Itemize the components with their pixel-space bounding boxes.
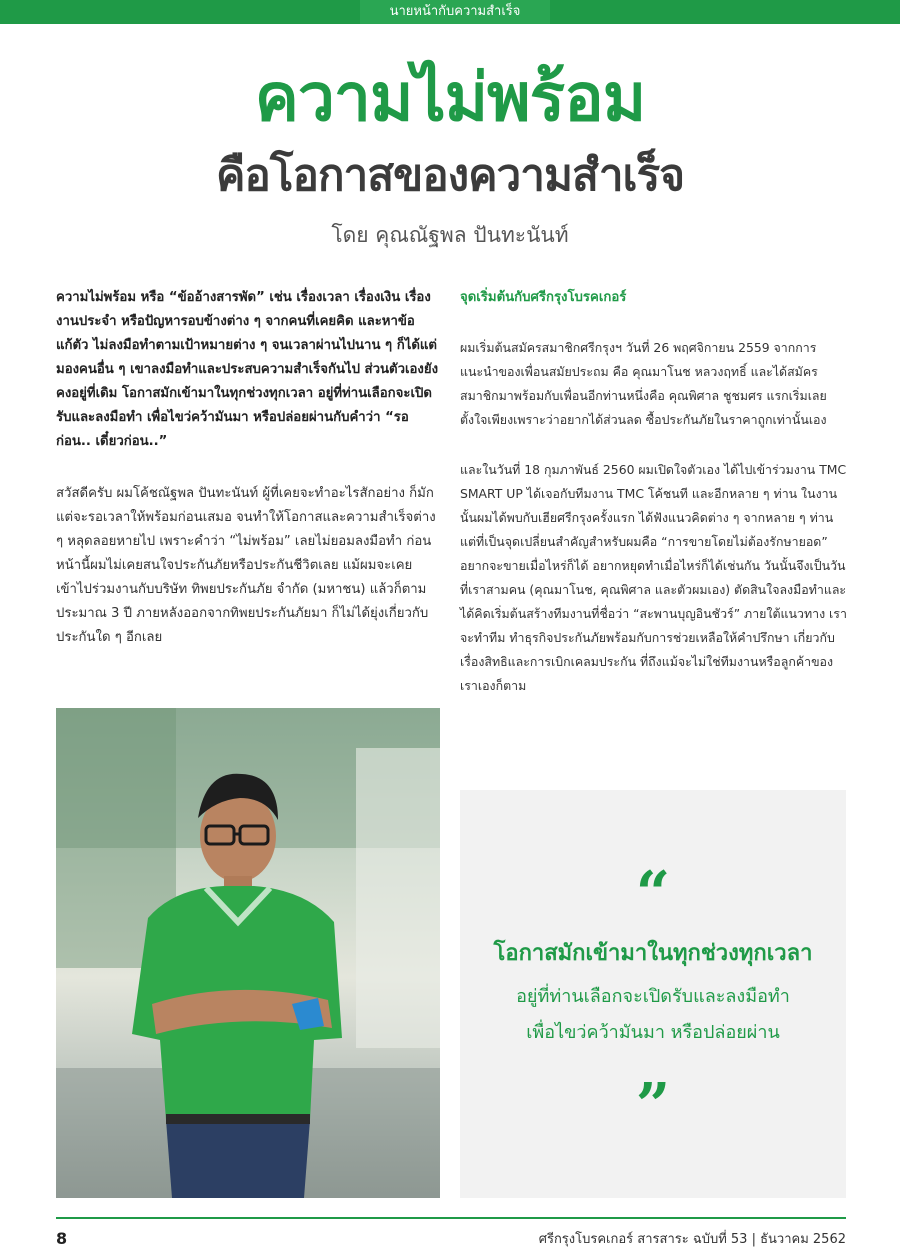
quote-line: อยู่ที่ท่านเลือกจะเปิดรับและลงมือทำ xyxy=(516,986,790,1007)
body-paragraph: สวัสดีครับ ผมโค้ชณัฐพล ปันทะนันท์ ผู้ที่เคยจะทำอะไรสักอย่าง ก็มักแต่จะรอเวลาให้พร้อมก่อนเสมอ จนทำให้โอกาสและความสำเร็จต่าง ๆ หลุดลอยหายไป เพราะคำว่า “ไม่พร้อม” เลยไม่ยอมลงมือทำ ก่อนหน้านี้ผมไม่เคยสนใจประกันภัยหรือประกันชีวิตเลย แม้ผมจะเคยเข้าไปร่วมงานกับบริษัท ทิพยประกันภัย จำกัด (มหาชน) แล้วก็ตาม ประมาณ 3 ปี ภายหลังออกจากทิพยประกันภัยมา ก็ไม่ได้ยุ่งเกี่ยวกับประกันใด ๆ อีกเลย xyxy=(56,486,436,645)
close-quote-icon: ” xyxy=(635,1071,671,1141)
body-paragraph: ผมเริ่มต้นสมัครสมาชิกศรีกรุงฯ วันที่ 26 พฤศจิกายน 2559 จากการแนะนำของเพื่อนสมัยประถม คือ คุณมาโนช หลวงฤทธิ์ และได้สมัครสมาชิกมาพร้อมกับเพื่อนอีกท่านหนึ่งคือ คุณพิศาล ชูชมศร แรกเริ่มเลย ตั้งใจเพียงเพราะว่าอยากได้ส่วนลด ซื้อประกันภัยในราคาถูกเท่านั้นเอง xyxy=(460,340,827,427)
footer-divider xyxy=(56,1217,846,1219)
author-byline: โดย คุณณัฐพล ปันทะนันท์ xyxy=(331,223,569,247)
right-column xyxy=(460,286,848,724)
section-heading: จุดเริ่มต้นกับศรีกรุงโบรคเกอร์ xyxy=(460,290,627,305)
pull-quote xyxy=(460,790,846,1198)
quote-line: เพื่อไขว่คว้ามันมา หรือปล่อยผ่าน xyxy=(526,1022,780,1043)
page-subtitle: คือโอกาสของความสำเร็จ xyxy=(216,150,684,201)
publication-info: ศรีกรุงโบรคเกอร์ สารสาระ ฉบับที่ 53 | ธันวาคม 2562 xyxy=(538,1232,846,1247)
section-label: นายหน้ากับความสำเร็จ xyxy=(360,0,550,24)
author-photo xyxy=(56,708,440,1198)
intro-paragraph: ความไม่พร้อม หรือ “ข้ออ้างสารพัด” เช่น เรื่องเวลา เรื่องเงิน เรื่องงานประจำ หรือปัญหารอบข้างต่าง ๆ จากคนที่เคยคิด และหาข้อแก้ตัว ไม่ลงมือทำตามเป้าหมายต่าง ๆ จนเวลาผ่านไปนาน ๆ ก็ได้แต่มองคนอื่น ๆ เขาลงมือทำและประสบความสำเร็จกันไป ส่วนตัวเองยังคงอยู่ที่เดิม โอกาสมักเข้ามาในทุกช่วงทุกเวลา อยู่ที่ท่านเลือกจะเปิดรับและลงมือทำ เพื่อไขว่คว้ามันมา หรือปล่อยผ่านกับคำว่า “รอก่อน.. เดี๋ยวก่อน..” xyxy=(56,290,439,449)
body-paragraph: และในวันที่ 18 กุมภาพันธ์ 2560 ผมเปิดใจตัวเอง ได้ไปเข้าร่วมงาน TMC SMART UP ได้เจอกับทีมงาน TMC โค้ชนที และอีกหลาย ๆ ท่าน ในงานนั้นผมได้พบกับเฮียศรีกรุงครั้งแรก ได้ฟังแนวคิดต่าง ๆ จากหลาย ๆ ท่าน แต่ที่เป็นจุดเปลี่ยนสำคัญสำหรับผมคือ “การขายโดยไม่ต้องรักษายอด” อยากจะขายเมื่อไหร่ก็ได้ อยากหยุดทำเมื่อไหร่ก็ได้เช่นกัน วันนั้นจึงเป็นวันที่เราสามคน (คุณมาโนช, คุณพิศาล และตัวผมเอง) ตัดสินใจลงมือทำและได้คิดเริ่มต้นสร้างทีมงานที่ชื่อว่า “สะพานบุญอินชัวร์” ภายใต้แนวทาง เราจะทำทีม ทำธุรกิจประกันภัยพร้อมกับการช่วยเหลือให้คำปรึกษา เกี่ยวกับเรื่องสิทธิและการเบิกเคลมประกัน ที่ถึงแม้จะไม่ใช่ทีมงานหรือลูกค้าของเราเองก็ตาม xyxy=(460,462,847,693)
page-number: 8 xyxy=(56,1229,68,1248)
top-bar xyxy=(0,0,900,24)
left-column xyxy=(56,286,440,650)
open-quote-icon: “ xyxy=(635,859,671,929)
quote-line: โอกาสมักเข้ามาในทุกช่วงทุกเวลา xyxy=(493,941,813,966)
page-title: ความไม่พร้อม xyxy=(254,59,646,136)
